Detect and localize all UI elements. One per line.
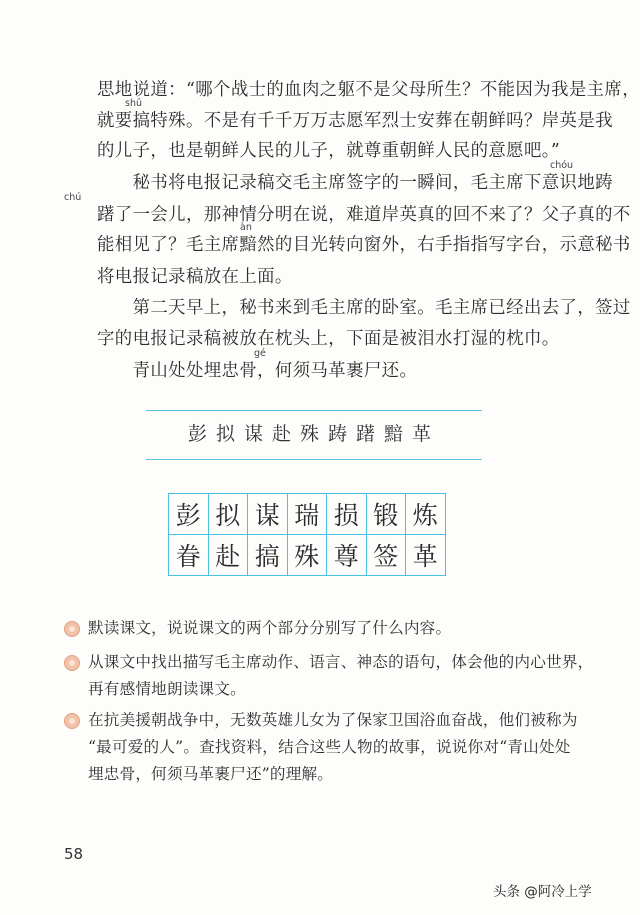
exercise-text: 从课文中找出描写毛主席动作、语言、神态的语句，体会他的内心世界， [88, 653, 594, 671]
grid-cell: 殊 [287, 535, 327, 576]
pinyin-annotation: àn [240, 222, 252, 233]
grid-cell: 损 [327, 494, 367, 535]
text-line: 躇了一会儿，那神情分明在说，难道岸英真的回不来了？父子真的不 [97, 205, 631, 225]
watermark: 头条 @阿冷上学 [493, 884, 592, 900]
exercise-text: 默读课文，说说课文的两个部分分别写了什么内容。 [88, 619, 452, 637]
exercise-text: 再有感情地朗读课文。 [88, 680, 246, 698]
text-line: 能相见了？毛主席黯然的目光转向窗外，右手指指写字台，示意秘书 [97, 235, 631, 255]
grid-cell: 眷 [169, 535, 209, 576]
grid-cell: 炼 [406, 494, 446, 535]
text-line: 将电报记录稿放在上面。 [97, 267, 293, 287]
bullet-icon [64, 713, 80, 729]
grid-cell: 搞 [248, 535, 288, 576]
text-line: 的儿子，也是朝鲜人民的儿子，就尊重朝鲜人民的意愿吧。” [97, 141, 561, 161]
grid-cell: 瑞 [287, 494, 327, 535]
grid-cell: 彭 [169, 494, 209, 535]
grid-row [169, 494, 446, 535]
pinyin-annotation: gé [254, 348, 266, 359]
exercise-text: 埋忠骨，何须马革裹尸还”的理解。 [88, 765, 334, 783]
read-characters: 彭拟谋赴殊踌躇黯革 [187, 423, 440, 445]
grid-cell: 签 [366, 535, 406, 576]
grid-cell: 拟 [208, 494, 248, 535]
exercise-text: “最可爱的人”。查找资料，结合这些人物的故事，说说你对“青山处处 [88, 738, 571, 756]
bullet-icon [64, 621, 80, 637]
grid-cell: 谋 [248, 494, 288, 535]
read-characters-strip [146, 410, 482, 460]
grid-cell: 尊 [327, 535, 367, 576]
text-line: 字的电报记录稿被放在枕头上，下面是被泪水打湿的枕巾。 [97, 329, 560, 349]
page-number: 58 [64, 845, 84, 863]
bullet-icon [64, 655, 80, 671]
write-characters-grid [168, 493, 446, 576]
grid-cell: 赴 [208, 535, 248, 576]
text-line: 秘书将电报记录稿交毛主席签字的一瞬间，毛主席下意识地踌 [97, 173, 613, 193]
grid-cell: 锻 [366, 494, 406, 535]
text-line: 青山处处埋忠骨，何须马革裹尸还。 [97, 361, 418, 381]
text-line: 第二天早上，秘书来到毛主席的卧室。毛主席已经出去了，签过 [97, 298, 631, 318]
grid-cell: 革 [406, 535, 446, 576]
text-line: 就要搞特殊。不是有千千万万志愿军烈士安葬在朝鲜吗？岸英是我 [97, 111, 613, 131]
text-line: 思地说道：“哪个战士的血肉之躯不是父母所生？不能因为我是主席， [97, 80, 640, 100]
pinyin-annotation: chú [64, 192, 82, 203]
exercise-text: 在抗美援朝战争中，无数英雄儿女为了保家卫国浴血奋战，他们被称为 [88, 711, 578, 729]
pinyin-annotation: chóu [550, 160, 574, 171]
grid-row [169, 535, 446, 576]
pinyin-annotation: shū [125, 98, 142, 109]
